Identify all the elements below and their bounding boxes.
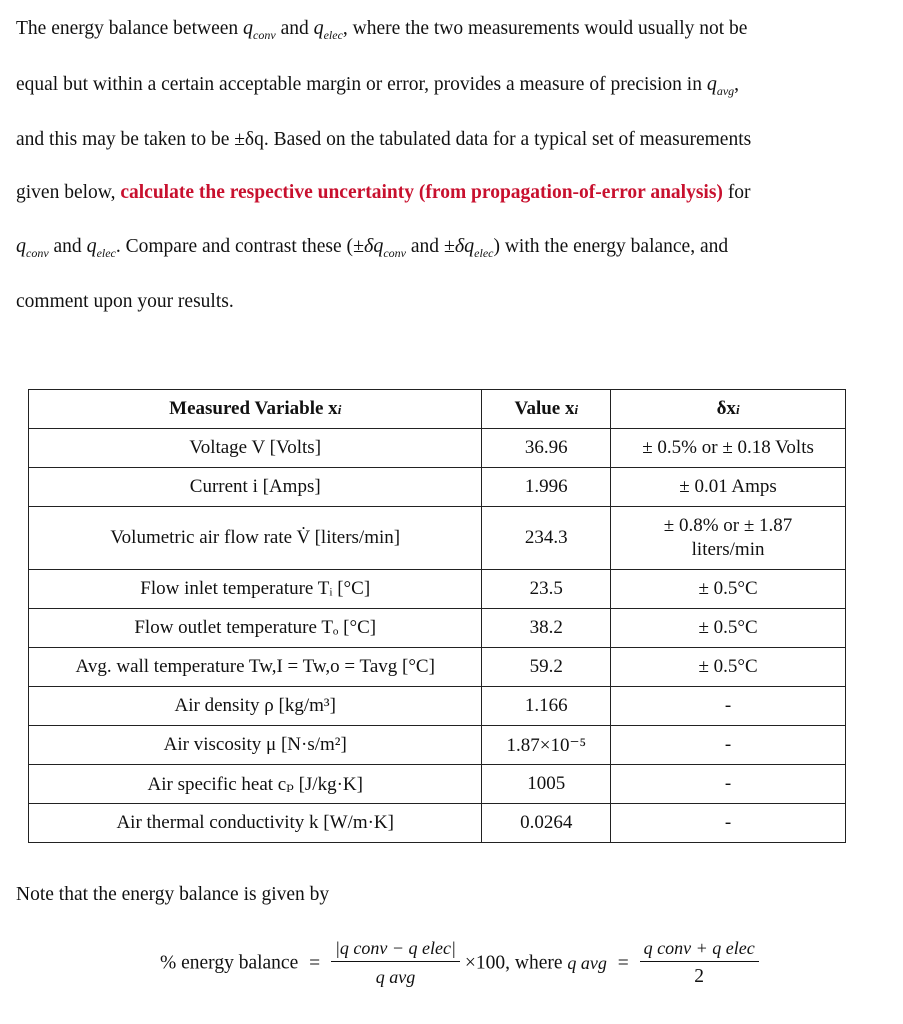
text-segment: for xyxy=(727,182,751,203)
table-row xyxy=(29,687,846,726)
energy-balance-equation xyxy=(160,935,880,1015)
cell-uncertainty: ± 0.5°C xyxy=(611,648,846,687)
table-row xyxy=(29,429,846,468)
avg-numerator: q conv + q elec xyxy=(640,935,759,962)
cell-value: 23.5 xyxy=(482,570,611,609)
cell-uncertainty: ± 0.01 Amps xyxy=(611,468,846,507)
paragraph-line-2: equal but within a certain acceptable margin or error, provides a measure of precision in $q_{avg}$, xyxy=(16,73,740,98)
symbol-q: q xyxy=(313,17,324,39)
cell-variable: Air density ρ [kg/m³] xyxy=(29,687,482,726)
subscript-elec: elec xyxy=(474,246,494,260)
cell-variable: Voltage V [Volts] xyxy=(29,429,482,468)
text-segment: and xyxy=(280,18,309,39)
symbol-q: q xyxy=(16,235,26,257)
table-header-row xyxy=(29,390,846,429)
qavg-symbol: q avg xyxy=(567,953,607,973)
text-segment: ) with the energy balance, and xyxy=(493,236,729,257)
equals-sign: = xyxy=(617,952,629,974)
cell-value: 1.996 xyxy=(482,468,611,507)
cell-variable: Flow outlet temperature Tₒ [°C] xyxy=(29,609,482,648)
subscript-elec: elec xyxy=(323,28,343,42)
cell-value: 1.166 xyxy=(482,687,611,726)
cell-variable: Volumetric air flow rate V̇ [liters/min] xyxy=(29,507,482,570)
equation-lhs: % energy balance xyxy=(160,952,299,974)
cell-variable: Flow inlet temperature Tᵢ [°C] xyxy=(29,570,482,609)
cell-uncertainty: ± 0.5% or ± 0.18 Volts xyxy=(611,429,846,468)
equals-sign: = xyxy=(309,952,321,974)
avg-denominator: 2 xyxy=(694,966,705,987)
main-fraction xyxy=(331,935,460,992)
cell-value: 1005 xyxy=(482,765,611,804)
table-row xyxy=(29,570,846,609)
cell-value: 234.3 xyxy=(482,507,611,570)
cell-variable: Current i [Amps] xyxy=(29,468,482,507)
cell-uncertainty: - xyxy=(611,765,846,804)
cell-value: 0.0264 xyxy=(482,804,611,843)
cell-variable: Air thermal conductivity k [W/m·K] xyxy=(29,804,482,843)
text-segment: , where the two measurements would usually not be xyxy=(342,18,748,39)
subscript-avg: avg xyxy=(716,84,735,98)
header-uncertainty: δxi xyxy=(611,390,846,429)
table-row xyxy=(29,609,846,648)
note-text: Note that the energy balance is given by xyxy=(16,884,330,905)
cell-uncertainty xyxy=(611,507,846,570)
text-segment: . Compare and contrast these ( xyxy=(115,236,354,257)
paragraph-line-6: comment upon your results. xyxy=(16,291,234,312)
text-segment: and xyxy=(53,236,82,257)
symbol-q: q xyxy=(86,235,97,257)
subscript-conv: conv xyxy=(383,246,406,260)
header-measured-variable: Measured Variable xi xyxy=(29,390,482,429)
paragraph-line-4 xyxy=(16,168,886,218)
symbol-q: q xyxy=(243,17,254,39)
uncertainty-line-1: ± 0.8% or ± 1.87 xyxy=(663,515,793,536)
cell-variable: Avg. wall temperature Tw,I = Tw,o = Tavg [°C] xyxy=(29,648,482,687)
symbol-pm-dq: ±δq xyxy=(353,235,384,257)
paragraph-line-3: and this may be taken to be ±δq. Based on the tabulated data for a typical set of measurements xyxy=(16,129,752,150)
cell-value: 59.2 xyxy=(482,648,611,687)
problem-paragraph xyxy=(16,0,886,330)
table-row xyxy=(29,726,846,765)
cell-uncertainty: - xyxy=(611,687,846,726)
table-row xyxy=(29,765,846,804)
fraction-denominator: q avg xyxy=(375,967,416,987)
fraction-numerator: |q conv − q elec| xyxy=(331,935,460,962)
subscript-conv: conv xyxy=(253,28,276,42)
highlighted-instruction: calculate the respective uncertainty (from propagation-of-error analysis) xyxy=(120,182,723,203)
text-segment: The energy balance between xyxy=(16,18,239,39)
header-value: Value xi xyxy=(482,390,611,429)
table-row xyxy=(29,507,846,570)
cell-uncertainty: ± 0.5°C xyxy=(611,609,846,648)
table-row xyxy=(29,648,846,687)
cell-variable: Air viscosity μ [N·s/m²] xyxy=(29,726,482,765)
subscript-elec: elec xyxy=(96,246,116,260)
text-segment: given below, xyxy=(16,182,116,203)
symbol-q: q xyxy=(706,73,717,95)
cell-value: 1.87×10⁻⁵ xyxy=(482,726,611,765)
cell-variable: Air specific heat cₚ [J/kg·K] xyxy=(29,765,482,804)
text-segment: equal but within a certain acceptable margin or error, provides a measure of precision in xyxy=(16,74,702,95)
measurement-table xyxy=(28,389,846,843)
uncertainty-line-2: liters/min xyxy=(691,539,765,560)
symbol-pm-dq: ±δq xyxy=(443,235,475,257)
cell-uncertainty: - xyxy=(611,726,846,765)
table-row xyxy=(29,804,846,843)
cell-uncertainty: - xyxy=(611,804,846,843)
cell-uncertainty: ± 0.5°C xyxy=(611,570,846,609)
paragraph-line-1 xyxy=(16,0,886,56)
subscript-conv: conv xyxy=(26,246,49,260)
avg-fraction xyxy=(640,935,759,992)
text-segment: and xyxy=(410,236,440,257)
times-where: ×100, where xyxy=(464,952,563,974)
paragraph-line-5 xyxy=(16,218,886,274)
table-row xyxy=(29,468,846,507)
cell-value: 36.96 xyxy=(482,429,611,468)
cell-value: 38.2 xyxy=(482,609,611,648)
